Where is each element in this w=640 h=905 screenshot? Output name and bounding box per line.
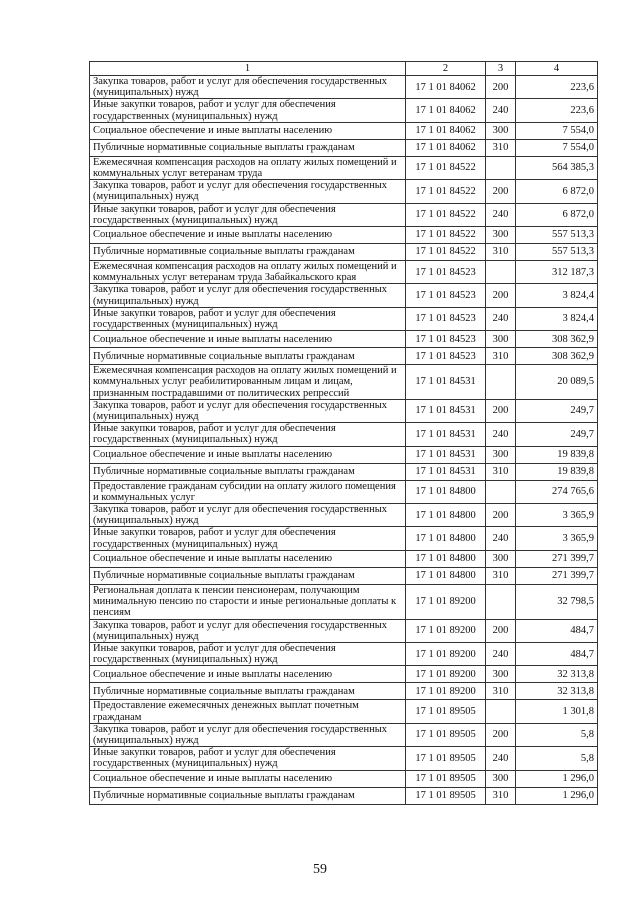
- cell-expense-type: 310: [486, 348, 516, 365]
- cell-name: Социальное обеспечение и иные выплаты населению: [90, 227, 406, 244]
- table-row: [90, 331, 598, 348]
- cell-name: Ежемесячная компенсация расходов на оплату жилых помещений и коммунальных услуг ветеранам труда Забайкальского края: [90, 261, 406, 284]
- cell-name: Социальное обеспечение и иные выплаты населению: [90, 446, 406, 463]
- cell-code: 17 1 01 84522: [406, 203, 486, 226]
- header-col-4: 4: [516, 62, 598, 76]
- cell-name: Закупка товаров, работ и услуг для обеспечения государственных (муниципальных) нужд: [90, 723, 406, 746]
- cell-code: 17 1 01 84800: [406, 550, 486, 567]
- cell-code: 17 1 01 84531: [406, 365, 486, 400]
- table-row: [90, 787, 598, 804]
- header-row: [90, 62, 598, 76]
- cell-code: 17 1 01 84522: [406, 227, 486, 244]
- cell-amount: 312 187,3: [516, 261, 598, 284]
- cell-name: Закупка товаров, работ и услуг для обеспечения государственных (муниципальных) нужд: [90, 504, 406, 527]
- cell-amount: 32 313,8: [516, 666, 598, 683]
- cell-name: Иные закупки товаров, работ и услуг для обеспечения государственных (муниципальных) нужд: [90, 307, 406, 330]
- cell-expense-type: 200: [486, 76, 516, 99]
- table-row: [90, 770, 598, 787]
- header-col-2: 2: [406, 62, 486, 76]
- cell-code: 17 1 01 84531: [406, 399, 486, 422]
- cell-code: 17 1 01 84531: [406, 446, 486, 463]
- cell-code: 17 1 01 89505: [406, 770, 486, 787]
- cell-code: 17 1 01 84062: [406, 99, 486, 122]
- cell-amount: 3 365,9: [516, 504, 598, 527]
- cell-code: 17 1 01 89200: [406, 642, 486, 665]
- cell-expense-type: 310: [486, 139, 516, 156]
- table-row: [90, 527, 598, 550]
- table-row: [90, 99, 598, 122]
- table-row: [90, 700, 598, 723]
- cell-amount: 249,7: [516, 399, 598, 422]
- cell-name: Социальное обеспечение и иные выплаты населению: [90, 331, 406, 348]
- table-row: [90, 139, 598, 156]
- cell-expense-type: 310: [486, 463, 516, 480]
- cell-name: Иные закупки товаров, работ и услуг для обеспечения государственных (муниципальных) нужд: [90, 99, 406, 122]
- cell-expense-type: 200: [486, 723, 516, 746]
- cell-amount: 3 824,4: [516, 307, 598, 330]
- table-row: [90, 348, 598, 365]
- table-row: [90, 423, 598, 446]
- table-row: [90, 446, 598, 463]
- cell-amount: 6 872,0: [516, 180, 598, 203]
- cell-expense-type: 200: [486, 619, 516, 642]
- table-row: [90, 504, 598, 527]
- cell-code: 17 1 01 84523: [406, 261, 486, 284]
- cell-code: 17 1 01 84800: [406, 567, 486, 584]
- table-row: [90, 365, 598, 400]
- cell-expense-type: 240: [486, 203, 516, 226]
- cell-code: 17 1 01 89200: [406, 683, 486, 700]
- cell-expense-type: 200: [486, 504, 516, 527]
- table-row: [90, 584, 598, 619]
- cell-name: Региональная доплата к пенсии пенсионерам, получающим минимальную пенсию по старости и иные региональные доплаты к пенсиям: [90, 584, 406, 619]
- cell-name: Социальное обеспечение и иные выплаты населению: [90, 770, 406, 787]
- cell-amount: 20 089,5: [516, 365, 598, 400]
- cell-amount: 7 554,0: [516, 122, 598, 139]
- cell-code: 17 1 01 89200: [406, 584, 486, 619]
- cell-amount: 1 301,8: [516, 700, 598, 723]
- table-row: [90, 480, 598, 503]
- cell-code: 17 1 01 84800: [406, 504, 486, 527]
- cell-code: 17 1 01 84523: [406, 307, 486, 330]
- cell-amount: 308 362,9: [516, 348, 598, 365]
- cell-expense-type: 240: [486, 747, 516, 770]
- cell-expense-type: 240: [486, 307, 516, 330]
- cell-name: Социальное обеспечение и иные выплаты населению: [90, 666, 406, 683]
- cell-expense-type: 310: [486, 244, 516, 261]
- cell-code: 17 1 01 89505: [406, 723, 486, 746]
- cell-name: Предоставление ежемесячных денежных выплат почетным гражданам: [90, 700, 406, 723]
- page-number: 59: [313, 862, 327, 877]
- cell-code: 17 1 01 84523: [406, 284, 486, 307]
- cell-expense-type: [486, 156, 516, 179]
- cell-name: Иные закупки товаров, работ и услуг для обеспечения государственных (муниципальных) нужд: [90, 423, 406, 446]
- table-row: [90, 203, 598, 226]
- cell-amount: 32 313,8: [516, 683, 598, 700]
- cell-amount: 3 365,9: [516, 527, 598, 550]
- cell-expense-type: 300: [486, 122, 516, 139]
- cell-code: 17 1 01 84800: [406, 480, 486, 503]
- cell-name: Закупка товаров, работ и услуг для обеспечения государственных (муниципальных) нужд: [90, 619, 406, 642]
- header-col-3: 3: [486, 62, 516, 76]
- table-row: [90, 683, 598, 700]
- cell-amount: 484,7: [516, 619, 598, 642]
- cell-name: Публичные нормативные социальные выплаты гражданам: [90, 683, 406, 700]
- cell-amount: 5,8: [516, 723, 598, 746]
- cell-code: 17 1 01 84522: [406, 244, 486, 261]
- table-row: [90, 244, 598, 261]
- cell-amount: 271 399,7: [516, 567, 598, 584]
- table-row: [90, 463, 598, 480]
- cell-expense-type: 310: [486, 787, 516, 804]
- cell-code: 17 1 01 89505: [406, 700, 486, 723]
- table-row: [90, 619, 598, 642]
- cell-expense-type: 240: [486, 642, 516, 665]
- cell-amount: 249,7: [516, 423, 598, 446]
- cell-amount: 274 765,6: [516, 480, 598, 503]
- cell-amount: 5,8: [516, 747, 598, 770]
- cell-amount: 223,6: [516, 99, 598, 122]
- table-row: [90, 122, 598, 139]
- cell-expense-type: [486, 700, 516, 723]
- cell-code: 17 1 01 89505: [406, 787, 486, 804]
- table-row: [90, 723, 598, 746]
- cell-name: Публичные нормативные социальные выплаты гражданам: [90, 348, 406, 365]
- table-row: [90, 567, 598, 584]
- cell-name: Закупка товаров, работ и услуг для обеспечения государственных (муниципальных) нужд: [90, 180, 406, 203]
- cell-name: Иные закупки товаров, работ и услуг для обеспечения государственных (муниципальных) нужд: [90, 203, 406, 226]
- table-row: [90, 642, 598, 665]
- cell-code: 17 1 01 84522: [406, 156, 486, 179]
- cell-expense-type: [486, 584, 516, 619]
- cell-amount: 1 296,0: [516, 770, 598, 787]
- cell-amount: 19 839,8: [516, 446, 598, 463]
- cell-code: 17 1 01 84062: [406, 139, 486, 156]
- header-col-1: 1: [90, 62, 406, 76]
- cell-amount: 271 399,7: [516, 550, 598, 567]
- cell-amount: 564 385,3: [516, 156, 598, 179]
- cell-amount: 557 513,3: [516, 227, 598, 244]
- cell-amount: 3 824,4: [516, 284, 598, 307]
- table-row: [90, 156, 598, 179]
- table-row: [90, 76, 598, 99]
- cell-expense-type: 240: [486, 527, 516, 550]
- cell-expense-type: 240: [486, 99, 516, 122]
- cell-expense-type: 300: [486, 227, 516, 244]
- table-row: [90, 307, 598, 330]
- cell-name: Ежемесячная компенсация расходов на оплату жилых помещений и коммунальных услуг реабилитированным лицам и лицам, признанным пострадавшими от политических репрессий: [90, 365, 406, 400]
- cell-amount: 1 296,0: [516, 787, 598, 804]
- cell-name: Публичные нормативные социальные выплаты гражданам: [90, 244, 406, 261]
- cell-expense-type: [486, 261, 516, 284]
- cell-amount: 6 872,0: [516, 203, 598, 226]
- table-body: [90, 76, 598, 805]
- cell-expense-type: [486, 480, 516, 503]
- cell-name: Закупка товаров, работ и услуг для обеспечения государственных (муниципальных) нужд: [90, 284, 406, 307]
- cell-code: 17 1 01 84522: [406, 180, 486, 203]
- cell-code: 17 1 01 84800: [406, 527, 486, 550]
- cell-code: 17 1 01 84523: [406, 348, 486, 365]
- cell-expense-type: 300: [486, 770, 516, 787]
- cell-expense-type: 300: [486, 446, 516, 463]
- cell-amount: 223,6: [516, 76, 598, 99]
- cell-expense-type: 200: [486, 180, 516, 203]
- cell-name: Иные закупки товаров, работ и услуг для обеспечения государственных (муниципальных) нужд: [90, 747, 406, 770]
- table-row: [90, 399, 598, 422]
- cell-name: Ежемесячная компенсация расходов на оплату жилых помещений и коммунальных услуг ветеранам труда: [90, 156, 406, 179]
- cell-code: 17 1 01 84062: [406, 76, 486, 99]
- cell-amount: 32 798,5: [516, 584, 598, 619]
- table-row: [90, 180, 598, 203]
- cell-expense-type: 300: [486, 331, 516, 348]
- cell-code: 17 1 01 84531: [406, 423, 486, 446]
- cell-name: Предоставление гражданам субсидии на оплату жилого помещения и коммунальных услуг: [90, 480, 406, 503]
- cell-name: Иные закупки товаров, работ и услуг для обеспечения государственных (муниципальных) нужд: [90, 527, 406, 550]
- budget-table: [89, 61, 598, 805]
- cell-name: Публичные нормативные социальные выплаты гражданам: [90, 787, 406, 804]
- cell-name: Социальное обеспечение и иные выплаты населению: [90, 122, 406, 139]
- cell-amount: 308 362,9: [516, 331, 598, 348]
- cell-code: 17 1 01 84531: [406, 463, 486, 480]
- cell-expense-type: [486, 365, 516, 400]
- cell-expense-type: 240: [486, 423, 516, 446]
- cell-expense-type: 200: [486, 399, 516, 422]
- cell-code: 17 1 01 89505: [406, 747, 486, 770]
- cell-expense-type: 300: [486, 550, 516, 567]
- cell-amount: 19 839,8: [516, 463, 598, 480]
- cell-expense-type: 310: [486, 567, 516, 584]
- table-row: [90, 550, 598, 567]
- cell-code: 17 1 01 89200: [406, 619, 486, 642]
- table-row: [90, 284, 598, 307]
- cell-name: Публичные нормативные социальные выплаты гражданам: [90, 567, 406, 584]
- cell-amount: 484,7: [516, 642, 598, 665]
- table-header: [90, 62, 598, 76]
- table-row: [90, 666, 598, 683]
- cell-expense-type: 300: [486, 666, 516, 683]
- cell-name: Социальное обеспечение и иные выплаты населению: [90, 550, 406, 567]
- table-row: [90, 227, 598, 244]
- table-row: [90, 261, 598, 284]
- table-row: [90, 747, 598, 770]
- cell-name: Публичные нормативные социальные выплаты гражданам: [90, 139, 406, 156]
- cell-name: Иные закупки товаров, работ и услуг для обеспечения государственных (муниципальных) нужд: [90, 642, 406, 665]
- cell-code: 17 1 01 89200: [406, 666, 486, 683]
- cell-expense-type: 310: [486, 683, 516, 700]
- cell-amount: 7 554,0: [516, 139, 598, 156]
- cell-name: Публичные нормативные социальные выплаты гражданам: [90, 463, 406, 480]
- cell-code: 17 1 01 84062: [406, 122, 486, 139]
- cell-expense-type: 200: [486, 284, 516, 307]
- cell-name: Закупка товаров, работ и услуг для обеспечения государственных (муниципальных) нужд: [90, 76, 406, 99]
- cell-code: 17 1 01 84523: [406, 331, 486, 348]
- cell-amount: 557 513,3: [516, 244, 598, 261]
- cell-name: Закупка товаров, работ и услуг для обеспечения государственных (муниципальных) нужд: [90, 399, 406, 422]
